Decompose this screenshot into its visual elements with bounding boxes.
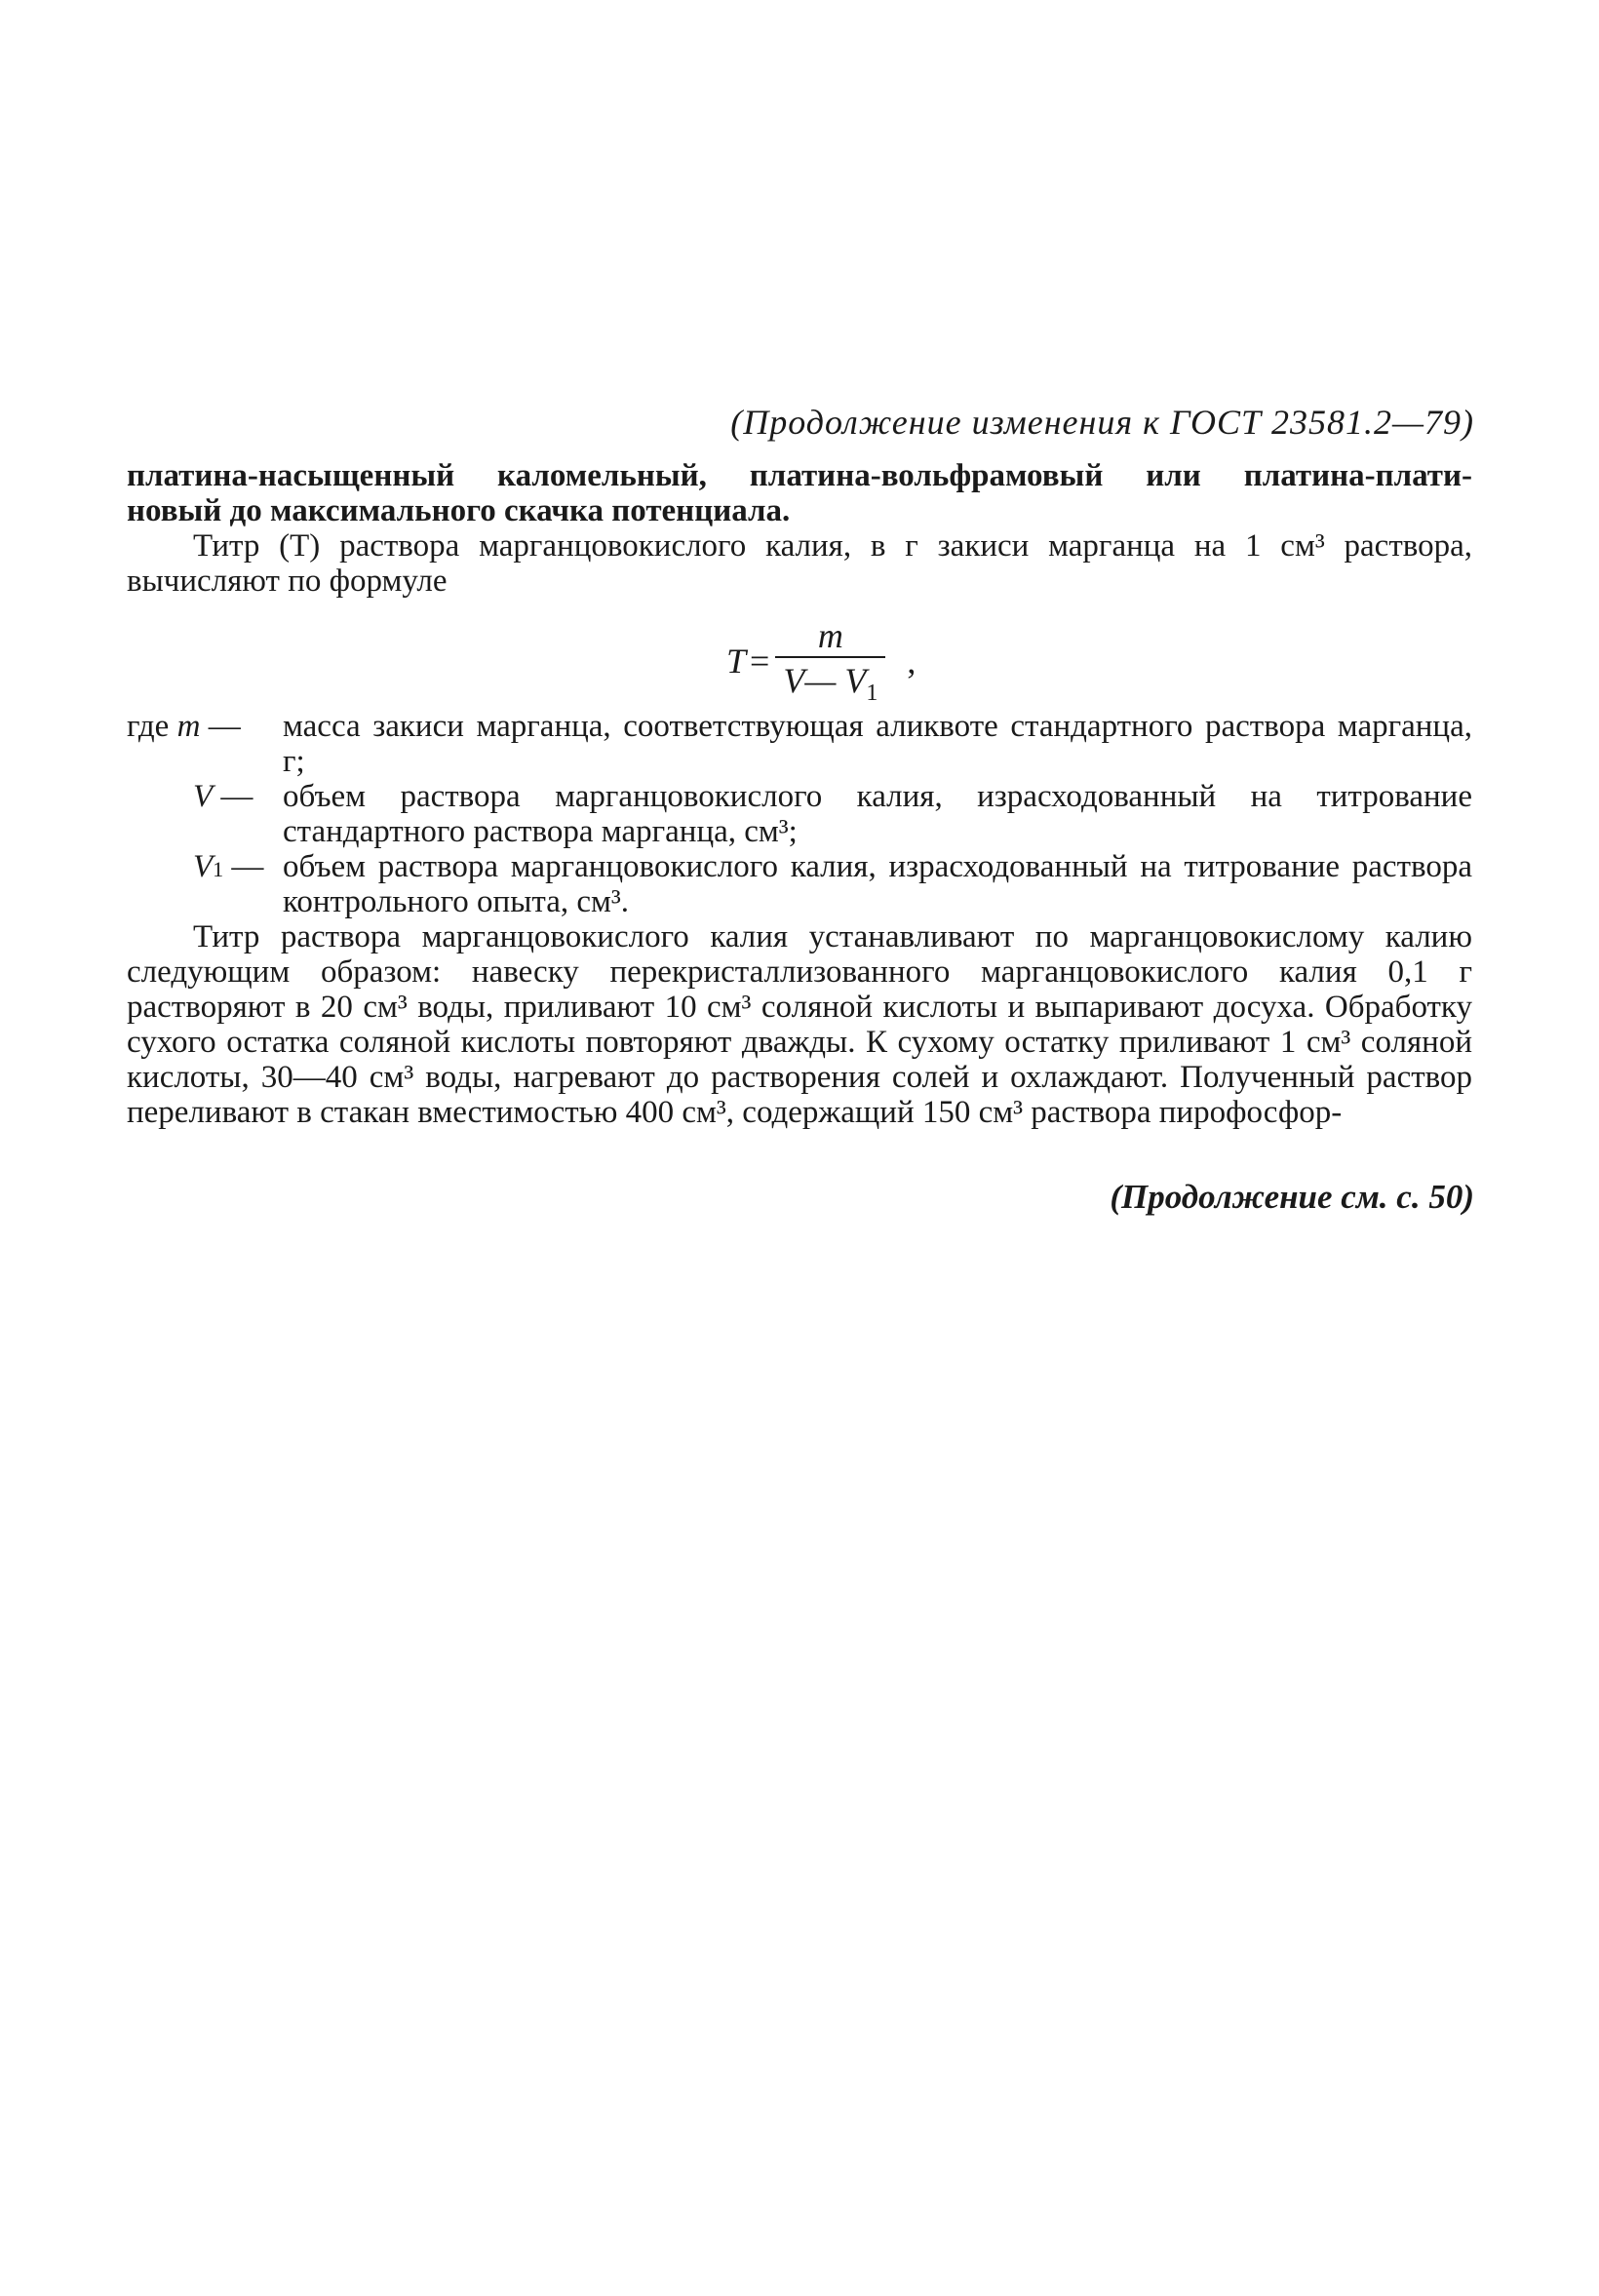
- definition-symbol-subscript: 1: [213, 857, 224, 881]
- page-footer: (Продолжение см. с. 50): [1110, 1178, 1474, 1216]
- paragraph-line: новый до максимального скачка потенциала.: [127, 493, 791, 528]
- titer-formula: [726, 617, 916, 705]
- formula-equals: =: [750, 642, 770, 681]
- formula-comma: ,: [907, 642, 916, 681]
- definition-dash: —: [220, 779, 254, 814]
- denominator-text: V— V: [783, 660, 867, 700]
- formula-lhs: T: [726, 642, 747, 681]
- paragraph-titer-procedure: Титр раствора марганцовокислого калия устанавливают по марганцовокислому калию следующим образом: навеску перекристаллизованного марганцовокислого калия 0,1 г растворяют в 20 см³ воды, приливают 10 см³ соляной кислоты и выпаривают досуха. Обработку сухого остатка соляной кислоты повторяют дважды. К сухому остатку приливают 1 см³ соляной кислоты, 30—40 см³ воды, нагревают до растворения солей и охлаждают. Полученный раствор переливают в стакан вместимостью 400 см³, содержащий 150 см³ раствора пирофосфор-: [127, 919, 1472, 1130]
- definition-lead: [127, 709, 283, 744]
- definition-symbol: V: [193, 779, 214, 814]
- paragraph-line: платина-насыщенный каломельный, платина-вольфрамовый или платина-плати-: [127, 458, 1472, 493]
- definition-v: [127, 779, 1472, 849]
- definition-v1: [127, 849, 1472, 919]
- definition-m: [127, 709, 1472, 779]
- paragraph-electrodes: [127, 458, 1472, 528]
- formula-numerator: m: [817, 615, 843, 655]
- definition-lead: [193, 849, 283, 887]
- paragraph-titer-intro: Титр (T) раствора марганцовокислого калия, в г закиси марганца на 1 см³ раствора, вычисляют по формуле: [127, 528, 1472, 599]
- page-header: (Продолжение изменения к ГОСТ 23581.2—79): [730, 403, 1474, 442]
- definition-dash: —: [231, 849, 264, 884]
- definition-symbol: m: [176, 709, 201, 744]
- formula-fraction: [775, 615, 885, 707]
- definition-dash: —: [208, 709, 241, 744]
- variable-definitions: [127, 709, 1472, 919]
- definition-lead: [193, 779, 283, 814]
- denominator-subscript: 1: [866, 681, 878, 707]
- definition-text: объем раствора марганцовокислого калия, израсходованный на титрование стандартного раствора марганца, см³;: [283, 779, 1472, 849]
- definition-where: где: [127, 709, 170, 744]
- definition-text: объем раствора марганцовокислого калия, израсходованный на титрование раствора контрольного опыта, см³.: [283, 849, 1472, 919]
- definition-text: масса закиси марганца, соответствующая аликвоте стандартного раствора марганца, г;: [283, 709, 1472, 779]
- definition-symbol: V: [193, 849, 214, 884]
- formula-denominator: [775, 656, 885, 707]
